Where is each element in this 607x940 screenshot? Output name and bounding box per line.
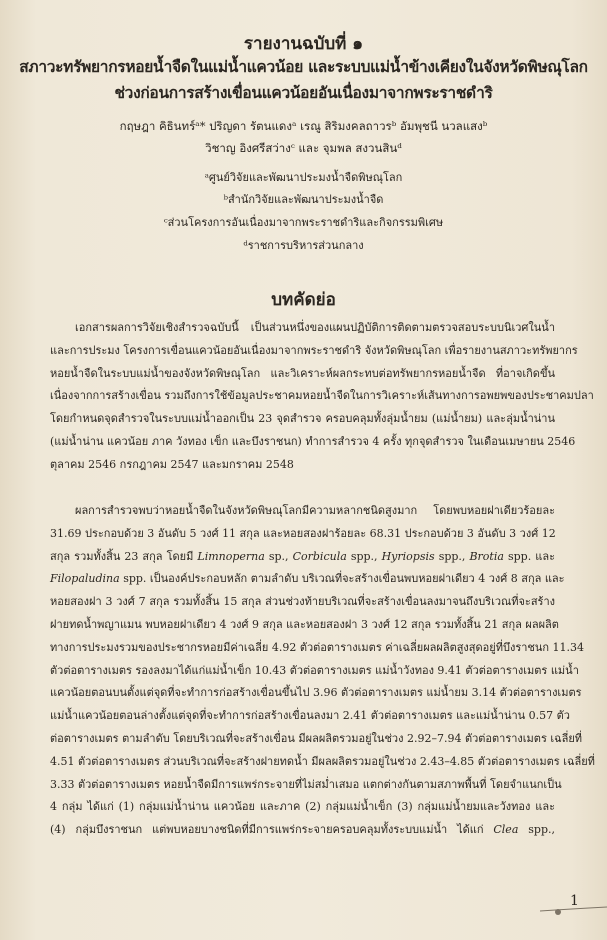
page-number: 1 — [570, 893, 579, 909]
text-line: หอยน้ำจืดในระบบแม่น้ำของจังหวัดพิษณุโลก และวิเคราะห์ผลกระทบต่อทรัพยากรหอยน้ำจืด ที่อาจเกิดขึ้น — [50, 366, 555, 380]
text-line: แม่น้ำแควน้อยตอนล่างตั้งแต่จุดที่จะทำการก่อสร้างเขื่อนลงมา 2.41 ตัวต่อตารางเมตร และแม่น้ำน่าน 0.57 ตัว — [50, 709, 570, 723]
text-line — [50, 842, 555, 865]
text-line: 4 กลุ่ม ได้แก่ (1) กลุ่มแม่น้ำน่าน แควน้อย และภาค (2) กลุ่มแม่น้ำเข็ก (3) กลุ่มแม่น้ำยมและวังทอง และ — [50, 800, 555, 814]
affiliation-1: ᵃศูนย์วิจัยและพัฒนาประมงน้ำจืดพิษณุโลก — [204, 171, 403, 184]
affiliation-3: ᶜส่วนโครงการอันเนื่องมาจากพระราชดำริและกิจกรรมพิเศษ — [163, 216, 444, 229]
text-line: ตุลาคม 2546 กรกฎาคม 2547 และมกราคม 2548 — [50, 457, 294, 471]
text-line: ทางการประมงรวมของประชากรหอยมีค่าเฉลี่ย 4.92 ตัวต่อตารางเมตร ค่าเฉลี่ยผลผลิตสูงสุดอยู่ที่บึงราชนก 11.34 — [50, 640, 585, 654]
title-line-2: ช่วงก่อนการสร้างเขื่อนแควน้อยอันเนื่องมาจากพระราชดำริ — [114, 83, 493, 102]
text-line: ฝายทดน้ำพญาแมน พบหอยฝาเดียว 4 วงศ์ 9 สกุล และหอยสองฝา 3 วงศ์ 12 สกุล รวมทั้งสิ้น 21 สกุล ผลผลิต — [50, 617, 559, 631]
abstract-paragraph-2 — [50, 500, 595, 888]
text-line: เอกสารผลการวิจัยเชิงสำรวจฉบับนี้ เป็นส่วนหนึ่งของแผนปฏิบัติการติดตามตรวจสอบระบบนิเวศในน้ำ — [75, 321, 555, 334]
text-line: ต่อตารางเมตร ตามลำดับ โดยบริเวณที่จะสร้างเขื่อน มีผลผลิตรวมอยู่ในช่วง 2.92–7.94 ตัวต่อตารางเมตร เฉลี่ยที่ — [50, 731, 583, 745]
text-line: 3.33 ตัวต่อตารางเมตร หอยน้ำจืดมีการแพร่กระจายที่ไม่สม่ำเสมอ แตกต่างกันตามสภาพพื้นที่ โดยจำแนกเป็น — [50, 777, 562, 791]
text-line: โดยกำหนดจุดสำรวจในระบบแม่น้ำออกเป็น 23 จุดสำรวจ ครอบคลุมทั้งลุ่มน้ำยม (แม่น้ำยม) และลุ่มน้ำน่าน — [50, 412, 555, 426]
text-line: (4) กลุ่มบึงราชนก แต่พบหอยบางชนิดที่มีการแพร่กระจายครอบคลุมทั้งระบบแม่น้ำ ได้แก่ Clea spp., — [50, 823, 555, 837]
authors-line-1: กฤษฎา คิธินทร์ᵃ* ปริญดา รัตนแดงᵃ เรณู สิริมงคลถาวรᵇ อัมพุชนี นวลแสงᵇ — [119, 119, 488, 133]
text-line: และการประมง โครงการเขื่อนแควน้อยอันเนื่องมาจากพระราชดำริ จังหวัดพิษณุโลก เพื่อรายงานสภาวะทรัพยากร — [50, 343, 578, 357]
text-line: Filopaludina spp. เป็นองค์ประกอบหลัก ตามลำดับ บริเวณที่จะสร้างเขื่อนพบหอยฝาเดียว 4 วงศ์ 8 สกุล และ — [50, 572, 565, 586]
affiliation-4: ᵈราชการบริหารส่วนกลาง — [243, 239, 364, 252]
title-line-1: สภาวะทรัพยากรหอยน้ำจืดในแม่น้ำแควน้อย และระบบแม่น้ำข้างเคียงในจังหวัดพิษณุโลก — [19, 57, 588, 76]
text-line: แควน้อยตอนบนตั้งแต่จุดที่จะทำการก่อสร้างเขื่อนขึ้นไป 3.96 ตัวต่อตารางเมตร แม่น้ำยม 3.14 ตัวต่อตารางเมตร — [50, 686, 582, 700]
text-line: 31.69 ประกอบด้วย 3 อันดับ 5 วงศ์ 11 สกุล และหอยสองฝาร้อยละ 68.31 ประกอบด้วย 3 อันดับ 3 วงศ์ 12 — [50, 526, 556, 540]
text-line: หอยสองฝา 3 วงศ์ 7 สกุล รวมทั้งสิ้น 15 สกุล ส่วนช่วงท้ายบริเวณที่จะสร้างเขื่อนลงมาจนถึงบริเวณที่จะสร้าง — [50, 595, 555, 609]
abstract-heading: บทคัดย่อ — [271, 290, 336, 310]
text-line: ผลการสำรวจพบว่าหอยน้ำจืดในจังหวัดพิษณุโลกมีความหลากชนิดสูงมาก โดยพบหอยฝาเดียวร้อยละ — [75, 504, 555, 517]
text-line: ตัวต่อตารางเมตร รองลงมาได้แก่แม่น้ำเข็ก 10.43 ตัวต่อตารางเมตร แม่น้ำวังทอง 9.41 ตัวต่อตารางเมตร แม่น้ำ — [50, 663, 579, 677]
text-line: เนื่องจากการสร้างเขื่อน รวมถึงการใช้ข้อมูลประชาคมหอยน้ำจืดในการวิเคราะห์เส้นทางการอพยพของประชาคมปลา — [50, 389, 594, 403]
abstract-paragraph-1 — [50, 317, 594, 477]
text-line — [50, 865, 555, 888]
report-number: รายงานฉบับที่ ๑ — [243, 34, 364, 54]
text-line: (แม่น้ำน่าน แควน้อย ภาค วังทอง เข็ก และบึงราชนก) ทำการสำรวจ 4 ครั้ง ทุกจุดสำรวจ ในเดือนเมษายน 2546 — [50, 434, 576, 448]
affiliation-2: ᵇสำนักวิจัยและพัฒนาประมงน้ำจืด — [223, 193, 384, 206]
authors-line-2: วิชาญ อิงศรีสว่างᶜ และ จุมพล สงวนสินᵈ — [205, 141, 402, 155]
text-line: 4.51 ตัวต่อตารางเมตร ส่วนบริเวณที่จะสร้างฝายทดน้ำ มีผลผลิตรวมอยู่ในช่วง 2.43–4.85 ตัวต่อตารางเมตร เฉลี่ยที่ — [50, 754, 595, 768]
text-line: สกุล รวมทั้งสิ้น 23 สกุล โดยมี Limnoperna sp., Corbicula spp., Hyriopsis spp., Brotia spp. และ — [50, 549, 555, 563]
